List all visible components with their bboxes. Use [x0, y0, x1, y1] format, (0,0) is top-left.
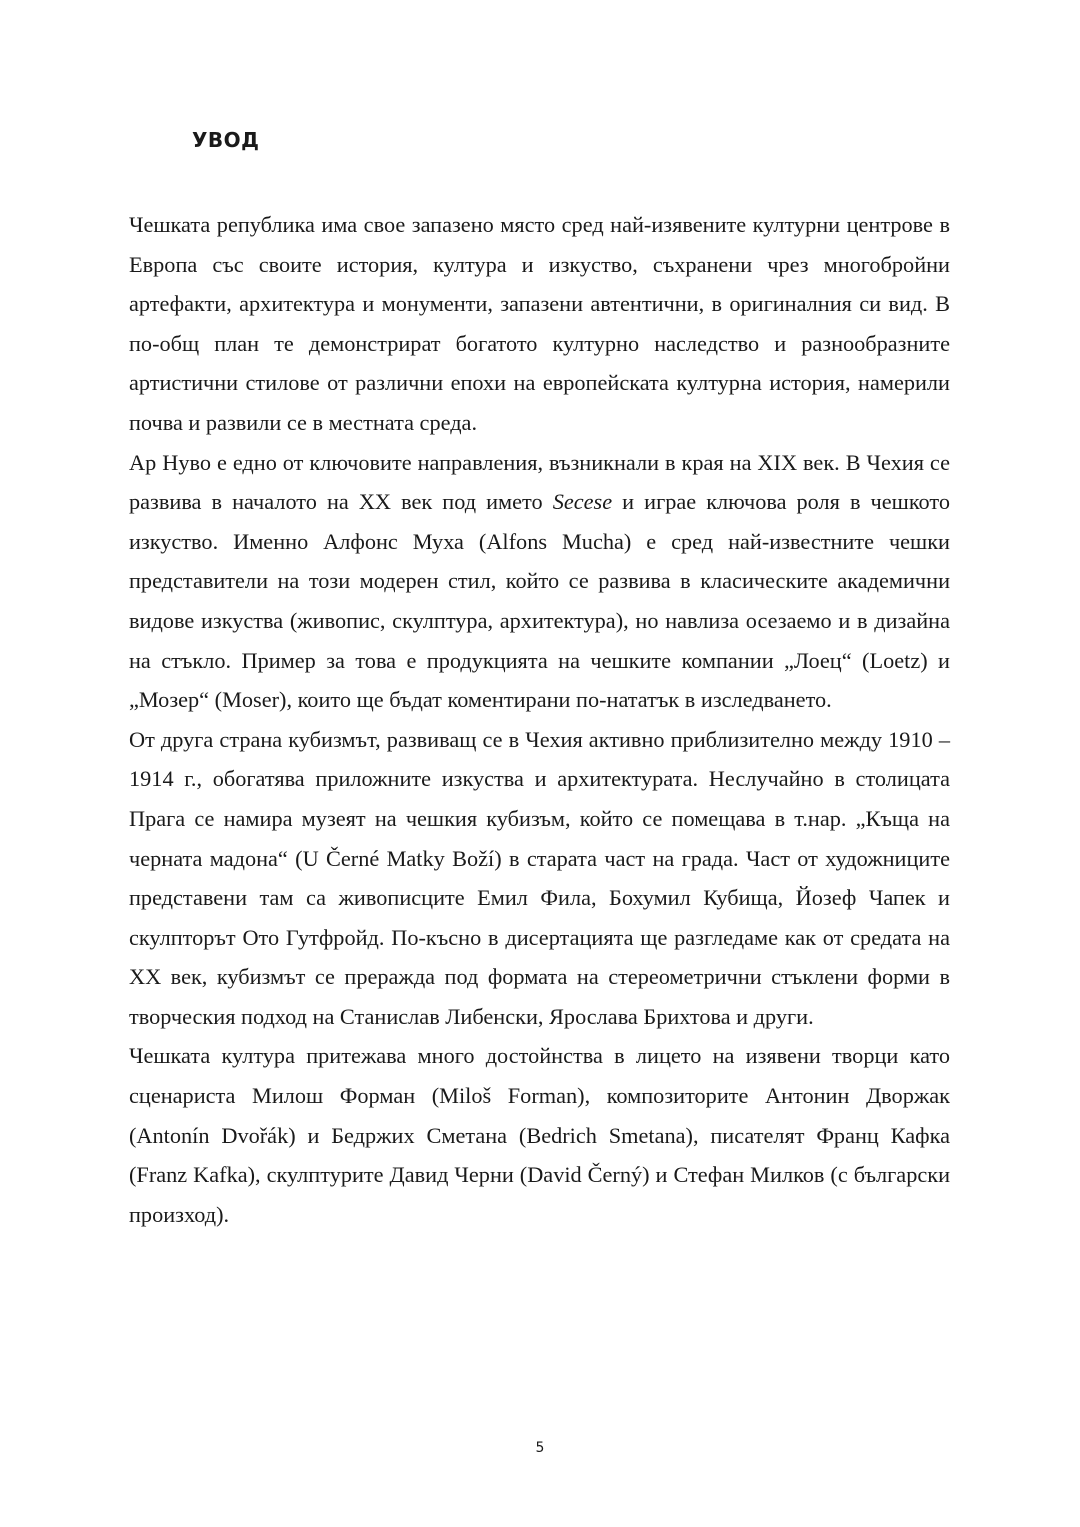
paragraph-cubism: От друга страна кубизмът, развиващ се в Чехия активно приблизително между 1910 – 1914 г., обогатява приложните изкуства и архитектурата. Неслучайно в столицата Прага се намира музеят на чешкия кубизъм, който се помещава в т.нар. „Къща на черната мадона“ (U Černé Matky Boží) в старата част на града. Част от художниците представени там са живописците Емил Фила, Бохумил Кубища, Йозеф Чапек и скулпторът Ото Гутфройд. По-късно в дисертацията ще разгледаме как от средата на XX век, кубизмът се преражда под формата на стереометрични стъклени форми в творческия подход на Станислав Либенски, Ярослава Брихтова и други.: [129, 726, 950, 1029]
page-number: 5: [535, 1440, 545, 1456]
paragraph-intro: Чешката република има свое запазено място сред най-изявените културни центрове в Европа със своите история, култура и изкуство, съхранени чрез многобройни артефакти, архитектура и монументи, запазени автентични, в оригиналния си вид. В по-общ план те демонстрират богатото културно наследство и разнообразните артистични стилове от различни епохи на европейската културна история, намерили почва и развили се в местната среда.: [129, 212, 950, 435]
body-text: [129, 205, 950, 1234]
italic-term-secese: Secese: [552, 489, 613, 515]
section-heading: УВОД: [192, 128, 260, 152]
paragraph-czech-culture: Чешката култура притежава много достойнства в лицето на изявени творци като сценариста Милош Форман (Miloš Forman), композиторите Антонин Дворжак (Antonín Dvořák) и Бедржих Сметана (Bedrich Smetana), писателят Франц Кафка (Franz Kafka), скулптурите Давид Черни (David Černý) и Стефан Милков (с български произход).: [129, 1043, 950, 1227]
paragraph-art-nouveau-end: и играе ключова роля в чешкото изкуство. Именно Алфонс Муха (Alfons Mucha) е сред най-известните чешки представители на този модерен стил, който се развива в класическите академични видове изкуства (живопис, скулптура, архитектура), но навлиза осезаемо и в дизайна на стъкло. Пример за това е продукцията на чешките компании „Лоец“ (Loetz) и „Мозер“ (Moser), които ще бъдат коментирани по-нататък в изследването.: [129, 489, 950, 713]
paragraph-art-nouveau: [129, 443, 950, 720]
paragraph-art-nouveau-start: Ар Нуво е едно от ключовите направления, възникнали в края на XIX век. В Чехия се развива в началото на XX век под името: [129, 449, 950, 515]
